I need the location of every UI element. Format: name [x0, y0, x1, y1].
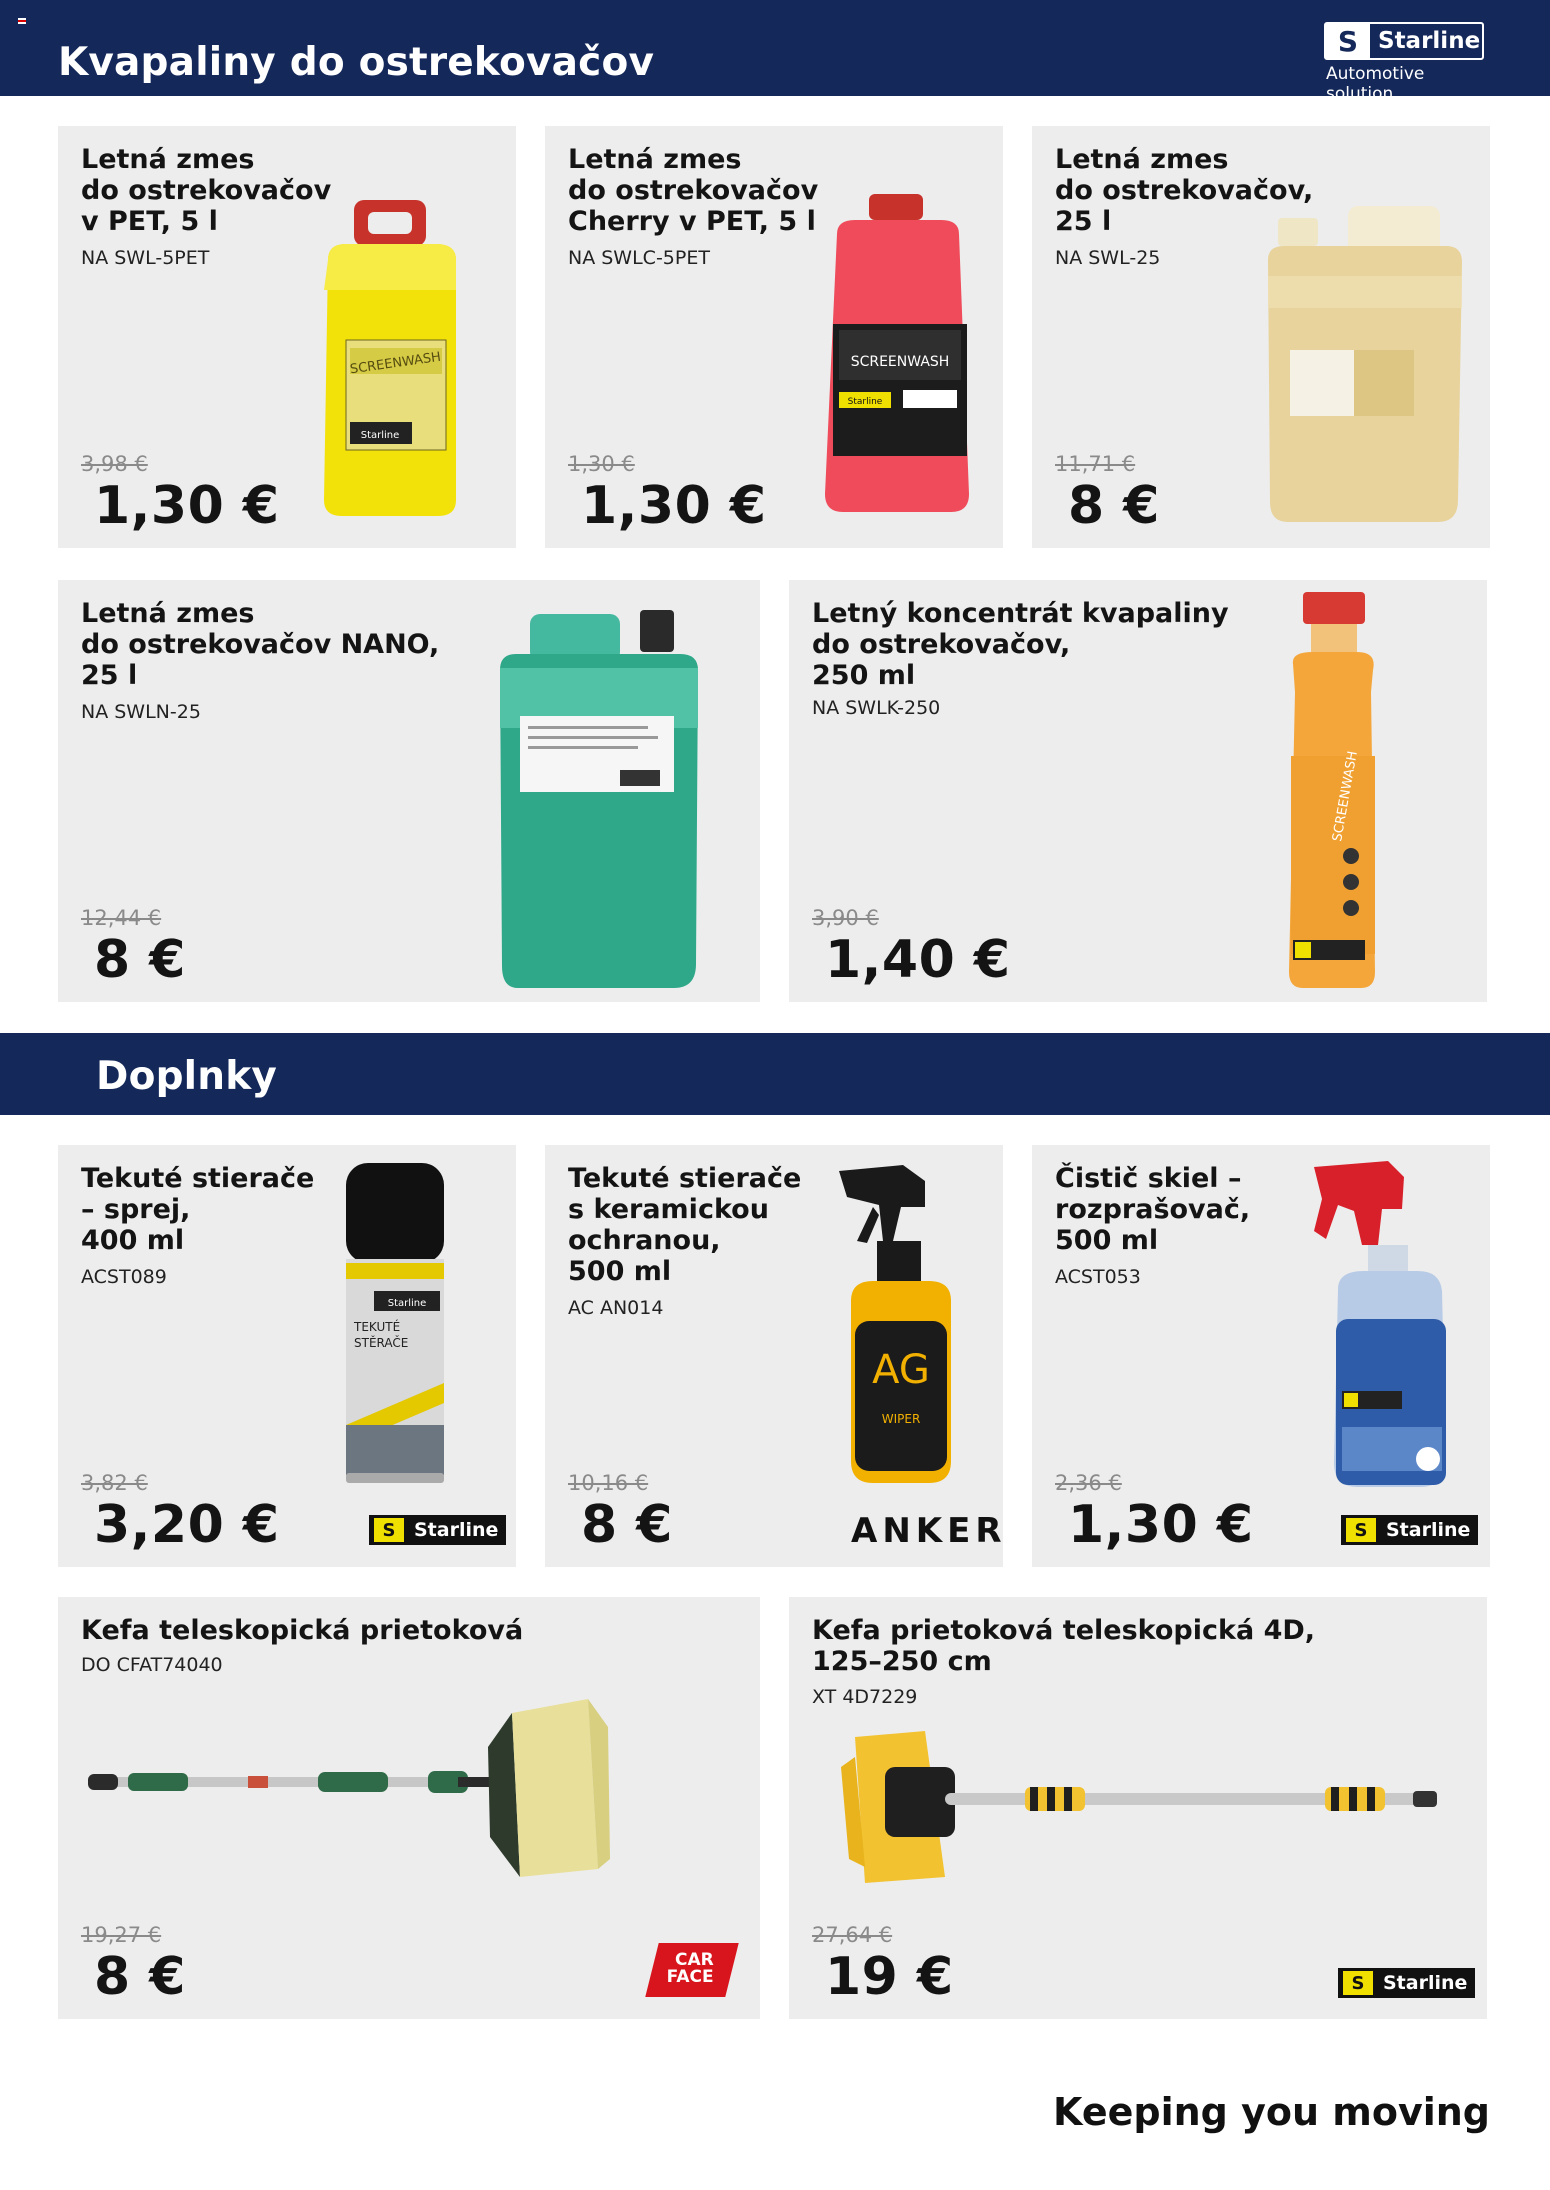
- product-title: Tekuté stierače – sprej, 400 ml: [81, 1163, 315, 1256]
- price: 1,30 €: [1068, 1495, 1254, 1555]
- svg-text:Starline: Starline: [360, 430, 400, 441]
- old-price: 27,64 €: [812, 1923, 893, 1947]
- trigger-bottle-image: [833, 1161, 973, 1491]
- product-card[interactable]: [545, 126, 1003, 548]
- svg-text:WIPER: WIPER: [881, 1412, 921, 1426]
- product-code: AC AN014: [568, 1297, 664, 1319]
- logo-word: Starline: [1378, 28, 1481, 54]
- price: 8 €: [1068, 476, 1160, 536]
- 4d-brush-image: [825, 1727, 1465, 1907]
- product-code: ACST089: [81, 1266, 167, 1288]
- svg-text:Starline: Starline: [387, 1298, 427, 1309]
- product-card[interactable]: [1032, 126, 1490, 548]
- old-price: 3,98 €: [81, 452, 148, 476]
- product-title: Kefa teleskopická prietoková: [81, 1615, 524, 1646]
- price: 1,30 €: [581, 476, 767, 536]
- price: 8 €: [94, 1947, 186, 2007]
- header-band: [0, 0, 1550, 104]
- red-canister-image: [807, 194, 987, 524]
- svg-text:SCREENWASH: SCREENWASH: [850, 354, 950, 370]
- anker-brand-logo: ANKER: [851, 1511, 1007, 1551]
- glass-cleaner-image: [1308, 1159, 1458, 1499]
- price: 1,30 €: [94, 476, 280, 536]
- product-card[interactable]: [58, 580, 760, 1002]
- product-code: NA SWLC-5PET: [568, 247, 710, 269]
- flag-icon: [18, 18, 26, 24]
- beige-canister-image: [1258, 200, 1468, 530]
- yellow-canister-image: [306, 200, 476, 520]
- product-card[interactable]: [545, 1145, 1007, 1567]
- old-price: 3,90 €: [812, 906, 879, 930]
- product-title: Letná zmes do ostrekovačov NANO, 25 l: [81, 598, 440, 691]
- product-card[interactable]: [1032, 1145, 1490, 1567]
- footer-slogan: Keeping you moving: [1053, 2090, 1490, 2134]
- product-title: Čistič skiel – rozprašovač, 500 ml: [1055, 1163, 1251, 1256]
- spray-can-image: [340, 1163, 450, 1493]
- price: 8 €: [94, 930, 186, 990]
- svg-text:Starline: Starline: [847, 397, 883, 407]
- green-canister-image: [490, 608, 720, 992]
- section-band: [0, 1033, 1550, 1115]
- product-card[interactable]: [58, 126, 516, 548]
- logo-tagline: Automotive solution: [1326, 64, 1425, 104]
- starline-brand-logo: S Starline: [369, 1515, 506, 1545]
- product-code: NA SWL-25: [1055, 247, 1161, 269]
- old-price: 12,44 €: [81, 906, 162, 930]
- starline-logo[interactable]: [1324, 22, 1484, 104]
- product-title: Tekuté stierače s keramickou ochranou, 500 ml: [568, 1163, 802, 1287]
- starline-brand-logo: S Starline: [1338, 1968, 1475, 1998]
- product-code: DO CFAT74040: [81, 1654, 223, 1676]
- svg-text:TEKUTÉ: TEKUTÉ: [354, 1320, 401, 1334]
- old-price: 11,71 €: [1055, 452, 1136, 476]
- svg-text:AG: AG: [872, 1347, 930, 1393]
- concentrate-bottle-image: [1273, 592, 1383, 992]
- svg-text:SCREENWASH: SCREENWASH: [1330, 749, 1361, 843]
- product-code: XT 4D7229: [812, 1686, 918, 1708]
- product-title: Letný koncentrát kvapaliny do ostrekovačov, 250 ml: [812, 598, 1229, 691]
- product-card[interactable]: [789, 1597, 1487, 2019]
- product-card[interactable]: [58, 1145, 516, 1567]
- starline-brand-logo: S Starline: [1341, 1515, 1478, 1545]
- product-code: NA SWLK-250: [812, 697, 941, 719]
- old-price: 19,27 €: [81, 1923, 162, 1947]
- telescopic-brush-image: [88, 1697, 758, 1897]
- product-title: Letná zmes do ostrekovačov Cherry v PET, 5 l: [568, 144, 819, 237]
- logo-letter: S: [1326, 24, 1370, 58]
- product-title: Kefa prietoková teleskopická 4D, 125–250 cm: [812, 1615, 1316, 1677]
- price: 1,40 €: [825, 930, 1011, 990]
- product-card[interactable]: [58, 1597, 760, 2019]
- old-price: 3,82 €: [81, 1471, 148, 1495]
- section-title: Doplnky: [96, 1054, 277, 1099]
- svg-text:STĚRAČE: STĚRAČE: [354, 1336, 409, 1350]
- product-code: NA SWL-5PET: [81, 247, 210, 269]
- price: 8 €: [581, 1495, 673, 1555]
- price: 19 €: [825, 1947, 954, 2007]
- product-title: Letná zmes do ostrekovačov, 25 l: [1055, 144, 1314, 237]
- page-title: Kvapaliny do ostrekovačov: [58, 40, 655, 85]
- svg-text:SCREENWASH: SCREENWASH: [349, 349, 442, 378]
- product-code: ACST053: [1055, 1266, 1141, 1288]
- product-card[interactable]: [789, 580, 1487, 1002]
- product-code: NA SWLN-25: [81, 701, 201, 723]
- old-price: 10,16 €: [568, 1471, 649, 1495]
- product-title: Letná zmes do ostrekovačov v PET, 5 l: [81, 144, 332, 237]
- price: 3,20 €: [94, 1495, 280, 1555]
- carface-brand-logo: CAR FACE: [645, 1943, 738, 1997]
- old-price: 2,36 €: [1055, 1471, 1122, 1495]
- old-price: 1,30 €: [568, 452, 635, 476]
